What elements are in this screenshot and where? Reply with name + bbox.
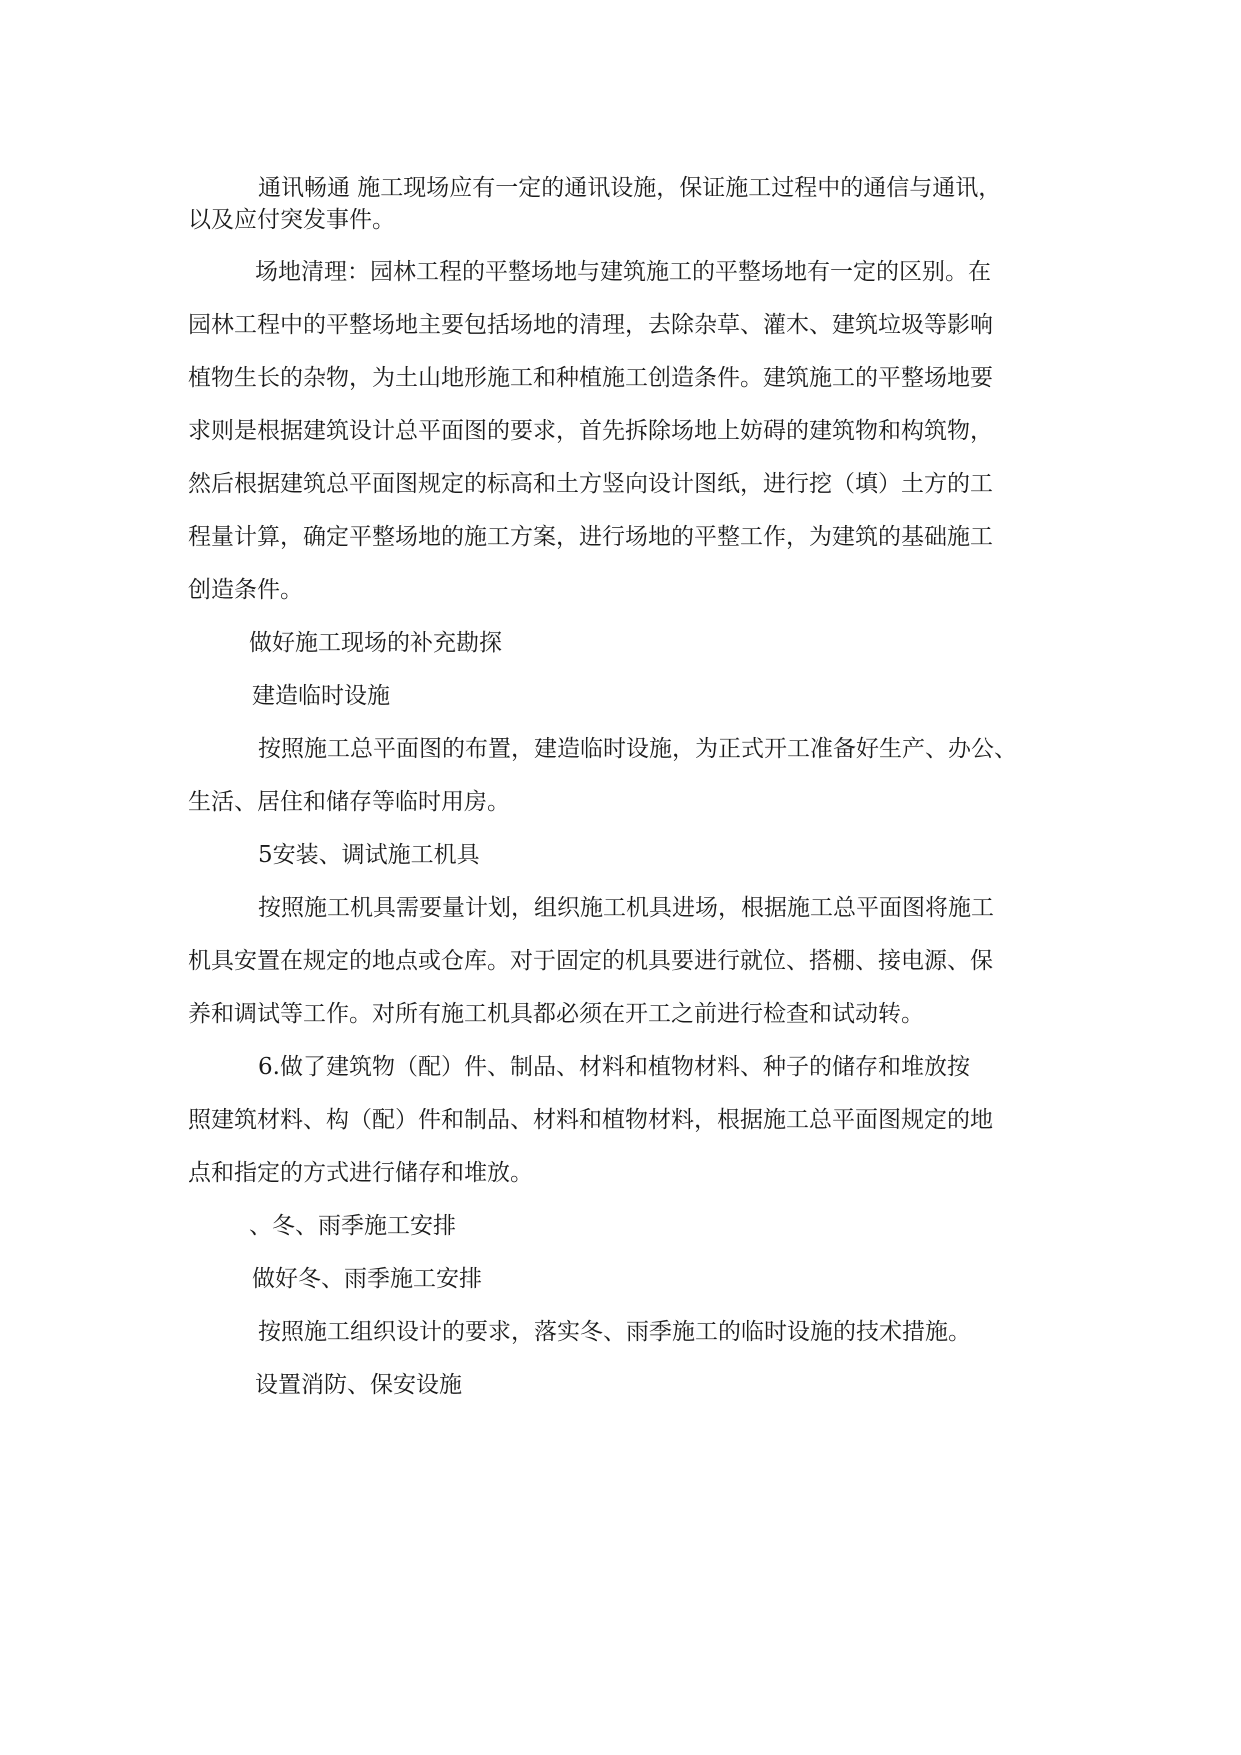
text-line: 创造条件。 bbox=[188, 577, 303, 603]
text-line: 6.做了建筑物（配）件、制品、材料和植物材料、种子的储存和堆放按 bbox=[258, 1054, 970, 1080]
text-line: 然后根据建筑总平面图规定的标高和土方竖向设计图纸，进行挖（填）土方的工 bbox=[188, 471, 993, 497]
text-line: 植物生长的杂物，为土山地形施工和种植施工创造条件。建筑施工的平整场地要 bbox=[188, 365, 993, 391]
text-line: 养和调试等工作。对所有施工机具都必须在开工之前进行检查和试动转。 bbox=[188, 1001, 924, 1027]
heading-line: 建造临时设施 bbox=[252, 683, 390, 709]
text-line: 求则是根据建筑设计总平面图的要求，首先拆除场地上妨碍的建筑物和构筑物， bbox=[188, 418, 993, 444]
text-line: 通讯畅通 施工现场应有一定的通讯设施，保证施工过程中的通信与通讯， bbox=[258, 175, 1002, 201]
text-line: 园林工程中的平整场地主要包括场地的清理，去除杂草、灌木、建筑垃圾等影响 bbox=[188, 312, 993, 338]
heading-line: 做好施工现场的补充勘探 bbox=[249, 630, 502, 656]
heading-line: 设置消防、保安设施 bbox=[255, 1372, 462, 1398]
heading-line: 、冬、雨季施工安排 bbox=[249, 1213, 456, 1239]
text-line: 按照施工组织设计的要求，落实冬、雨季施工的临时设施的技术措施。 bbox=[258, 1319, 971, 1345]
heading-line: 5安装、调试施工机具 bbox=[258, 842, 480, 868]
text-line: 生活、居住和储存等临时用房。 bbox=[188, 789, 510, 815]
heading-line: 做好冬、雨季施工安排 bbox=[252, 1266, 482, 1292]
text-line: 程量计算，确定平整场地的施工方案，进行场地的平整工作，为建筑的基础施工 bbox=[188, 524, 993, 550]
text-line: 点和指定的方式进行储存和堆放。 bbox=[188, 1160, 533, 1186]
text-line: 机具安置在规定的地点或仓库。对于固定的机具要进行就位、搭棚、接电源、保 bbox=[188, 948, 993, 974]
text-line: 以及应付突发事件。 bbox=[188, 207, 395, 233]
text-line: 场地清理：园林工程的平整场地与建筑施工的平整场地有一定的区别。在 bbox=[255, 259, 991, 285]
text-line: 按照施工总平面图的布置，建造临时设施，为正式开工准备好生产、办公、 bbox=[258, 736, 1017, 762]
text-line: 按照施工机具需要量计划，组织施工机具进场，根据施工总平面图将施工 bbox=[258, 895, 994, 921]
text-line: 照建筑材料、构（配）件和制品、材料和植物材料，根据施工总平面图规定的地 bbox=[188, 1107, 993, 1133]
